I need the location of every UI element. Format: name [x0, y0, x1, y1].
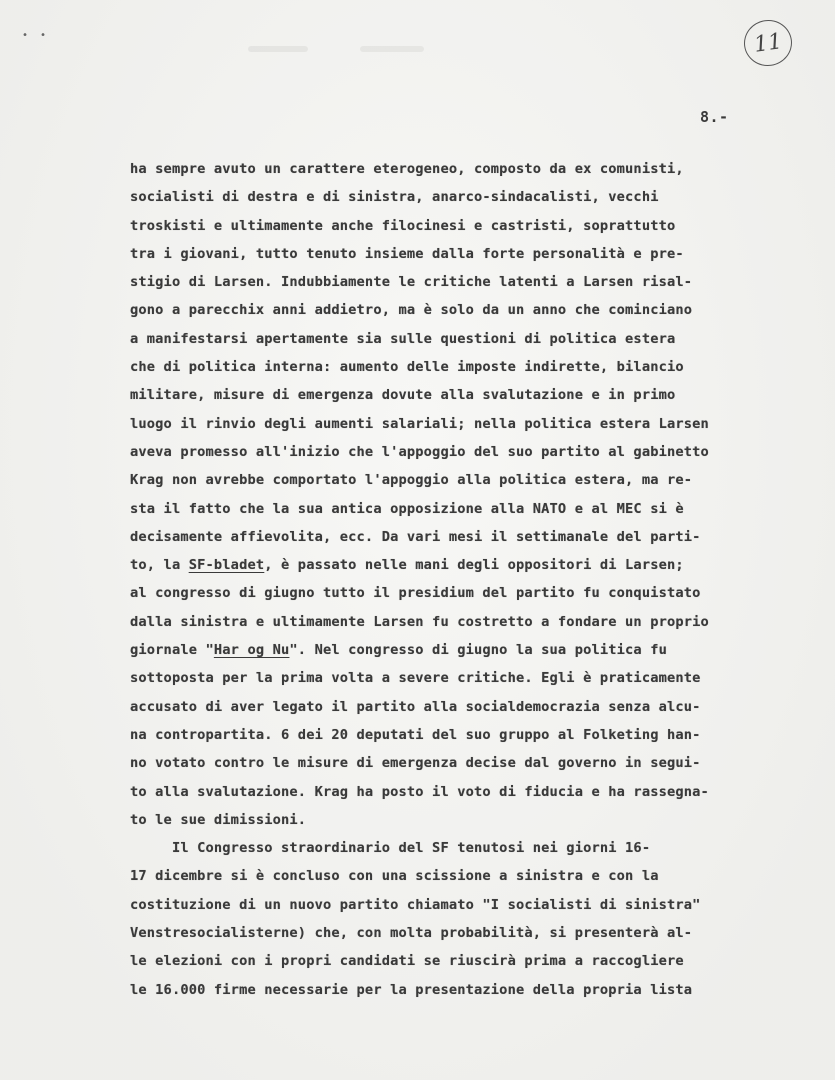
page-number: 8.- — [700, 108, 729, 126]
text-line: le 16.000 firme necessarie per la presentazione della propria lista — [130, 981, 693, 998]
text-line: socialisti di destra e di sinistra, anarco-sindacalisti, vecchi — [130, 189, 659, 206]
text-line: ha sempre avuto un carattere eterogeneo, composto da ex comunisti, — [130, 161, 684, 177]
text-line: Krag non avrebbe comportato l'appoggio alla politica estera, ma re- — [130, 472, 693, 489]
text-line: decisamente affievolita, ecc. Da vari mesi il settimanale del parti- — [130, 528, 701, 545]
bleed-through-mark — [248, 46, 308, 52]
text-run: ". Nel congresso di giugno la sua politica fu — [289, 642, 667, 659]
underlined-newspaper-title: Har og Nu — [213, 642, 290, 659]
text-line: che di politica interna: aumento delle imposte indirette, bilancio — [130, 359, 684, 376]
text-run: , è passato nelle mani degli oppositori di Larsen; — [264, 557, 684, 574]
text-line: al congresso di giugno tutto il presidium del partito fu conquistato — [130, 585, 701, 602]
text-line: Il Congresso straordinario del SF tenutosi nei giorni 16- — [130, 840, 651, 857]
text-line — [130, 551, 815, 579]
text-line: sta il fatto che la sua antica opposizione alla NATO e al MEC si è — [130, 500, 684, 517]
text-line: to alla svalutazione. Krag ha posto il voto di fiducia e ha rassegna- — [130, 783, 709, 800]
text-line: le elezioni con i propri candidati se riuscirà prima a raccogliere — [130, 953, 684, 970]
underlined-newspaper-title: SF-bladet — [188, 557, 265, 574]
bleed-through-mark — [360, 46, 424, 52]
text-line: accusato di aver legato il partito alla socialdemocrazia senza alcu- — [130, 698, 701, 715]
text-line: Venstresocialisterne) che, con molta probabilità, si presenterà al- — [130, 925, 693, 942]
text-line: stigio di Larsen. Indubbiamente le critiche latenti a Larsen risal- — [130, 274, 693, 291]
text-line: a manifestarsi apertamente sia sulle questioni di politica estera — [130, 330, 676, 347]
text-line: dalla sinistra e ultimamente Larsen fu costretto a fondare un proprio — [130, 613, 709, 630]
text-line: na contropartita. 6 dei 20 deputati del suo gruppo al Folketing han- — [130, 726, 701, 743]
text-run: giornale " — [130, 642, 214, 659]
text-line — [130, 636, 815, 664]
text-line: costituzione di un nuovo partito chiamato "I socialisti di sinistra" — [130, 896, 701, 913]
text-line: no votato contro le misure di emergenza decise dal governo in segui- — [130, 755, 701, 772]
text-run: to, la — [130, 557, 189, 574]
text-line: 17 dicembre si è concluso con una scissione a sinistra e con la — [130, 868, 659, 885]
scan-speckles: • • — [22, 30, 47, 41]
text-line: tra i giovani, tutto tenuto insieme dalla forte personalità e pre- — [130, 245, 684, 262]
text-line: luogo il rinvio degli aumenti salariali; nella politica estera Larsen — [130, 415, 709, 432]
document-body — [130, 155, 815, 1004]
stamp-number: 11 — [752, 28, 784, 58]
text-line: gono a parecchix anni addietro, ma è solo da un anno che cominciano — [130, 302, 693, 319]
handwritten-page-stamp — [741, 17, 795, 69]
text-line: troskisti e ultimamente anche filocinesi e castristi, soprattutto — [130, 217, 676, 234]
text-line: to le sue dimissioni. — [130, 811, 307, 828]
text-line: militare, misure di emergenza dovute alla svalutazione e in primo — [130, 387, 676, 404]
text-line: sottoposta per la prima volta a severe critiche. Egli è praticamente — [130, 670, 701, 687]
text-line: aveva promesso all'inizio che l'appoggio del suo partito al gabinetto — [130, 443, 709, 460]
